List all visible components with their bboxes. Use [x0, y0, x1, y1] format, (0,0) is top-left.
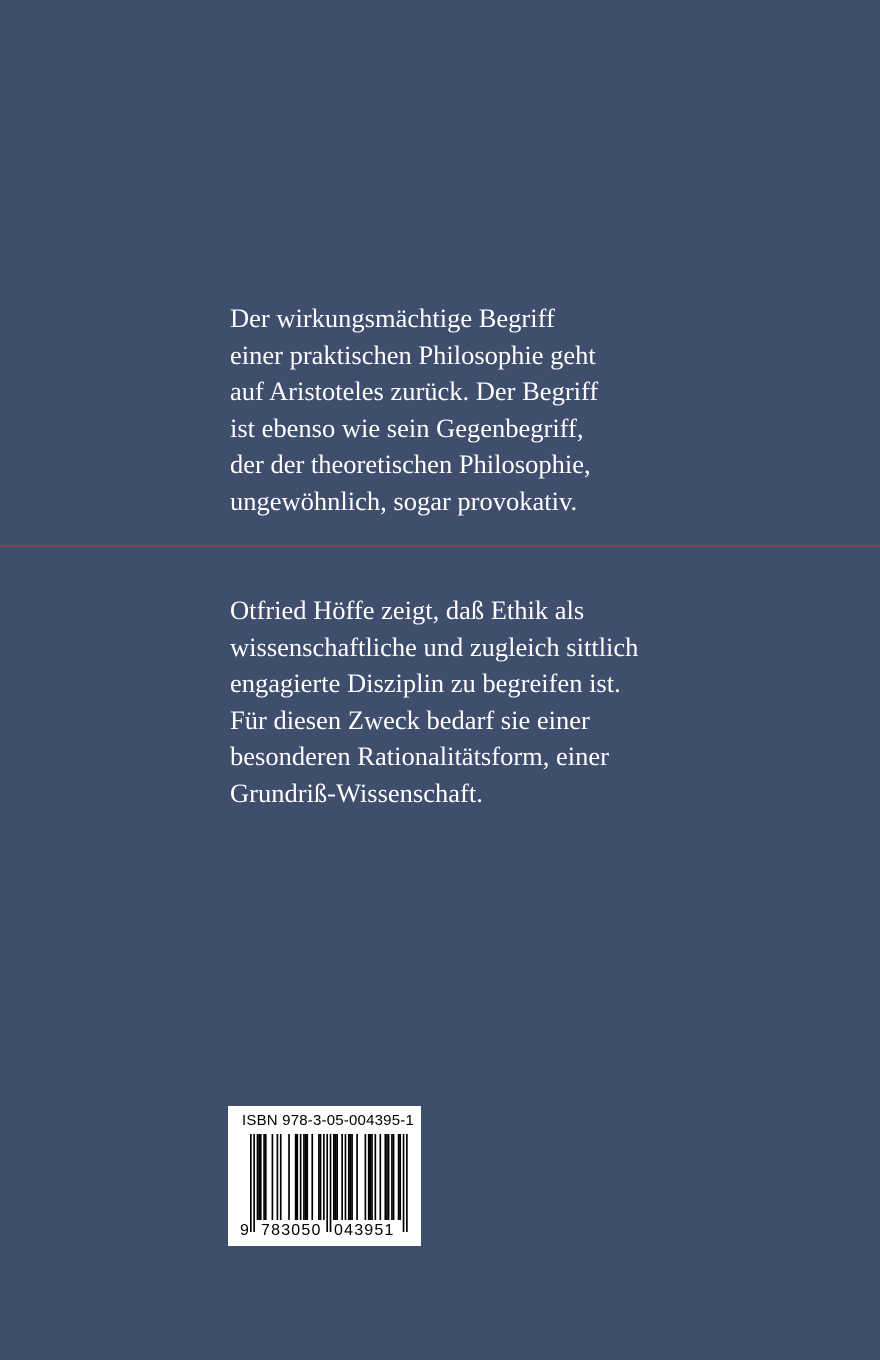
blurb-line: Der wirkungsmächtige Begriff: [230, 303, 555, 333]
barcode-bar: [277, 1134, 279, 1220]
isbn-text: ISBN 978-3-05-004395-1: [242, 1112, 415, 1129]
barcode-bar: [368, 1134, 370, 1220]
barcode-bar: [341, 1134, 343, 1220]
blurb-line: Grundriß-Wissenschaft.: [230, 777, 483, 808]
barcode-bar: [375, 1134, 377, 1220]
blurb-line: auf Aristoteles zurück. Der Begriff: [230, 376, 599, 406]
barcode-bar: [263, 1134, 265, 1220]
barcode-bar: [333, 1134, 335, 1220]
barcode-bar: [386, 1134, 388, 1220]
barcode-bar: [403, 1134, 405, 1232]
barcode-bar: [330, 1134, 332, 1232]
barcode-bar: [370, 1134, 372, 1220]
barcode-bar: [356, 1134, 358, 1220]
blurb-line: ungewöhnlich, sogar provokativ.: [230, 485, 578, 516]
barcode-bar: [399, 1134, 401, 1220]
barcode-bar: [265, 1134, 267, 1220]
barcode-bar: [350, 1134, 352, 1220]
blurb-line: engagierte Disziplin zu begreifen ist.: [230, 668, 621, 698]
blurb-line: wissenschaftliche und zugleich sittlich: [230, 631, 639, 662]
barcode-label: [228, 1106, 421, 1246]
barcode-bar: [295, 1134, 297, 1220]
barcode-bar: [305, 1134, 307, 1220]
barcode-bar: [348, 1134, 350, 1220]
barcode-bar: [303, 1134, 305, 1220]
blurb-paragraph-1: [230, 300, 598, 519]
barcode-bar: [406, 1134, 408, 1232]
barcode-bar: [257, 1134, 259, 1220]
barcode-bar: [260, 1134, 262, 1220]
barcode-bar: [345, 1134, 347, 1220]
barcode-bar: [388, 1134, 390, 1220]
divider-line: [0, 545, 880, 547]
barcode-bar: [336, 1134, 338, 1220]
barcode-bar: [391, 1134, 393, 1220]
barcode-bar: [253, 1134, 255, 1232]
barcode-bar: [311, 1134, 313, 1220]
blurb-line: Für diesen Zweck bedarf sie einer: [230, 704, 590, 735]
barcode-bar: [323, 1134, 325, 1220]
barcode-bar: [393, 1134, 395, 1220]
barcode-bar: [250, 1134, 252, 1232]
barcode-bar: [398, 1134, 400, 1220]
barcode-left-group: 783050: [261, 1222, 322, 1239]
barcode-bar: [258, 1134, 260, 1220]
barcode-bar: [318, 1134, 320, 1220]
barcode-bar: [288, 1134, 290, 1220]
barcode-bar: [335, 1134, 337, 1220]
barcode-bar: [371, 1134, 373, 1220]
barcode-digits: [228, 1222, 421, 1242]
barcode-bar: [300, 1134, 302, 1220]
barcode-bar: [351, 1134, 353, 1220]
blurb-line: besonderen Rationalitätsform, einer: [230, 741, 609, 771]
barcode-bar: [306, 1134, 308, 1220]
barcode-bar: [296, 1134, 298, 1220]
blurb-line: der der theoretischen Philosophie,: [230, 449, 591, 479]
barcode-right-group: 043951: [334, 1222, 395, 1239]
blurb-line: einer praktischen Philosophie geht: [230, 339, 596, 370]
barcode-first-digit: 9: [240, 1222, 249, 1239]
barcode-bar: [365, 1134, 367, 1220]
barcode-bar: [379, 1134, 381, 1220]
barcode-bar: [326, 1134, 328, 1232]
barcode-bar: [320, 1134, 322, 1220]
blurb-line: ist ebenso wie sein Gegenbegriff,: [230, 412, 584, 443]
barcode-bar: [280, 1134, 282, 1220]
barcode-bar: [384, 1134, 386, 1220]
blurb-paragraph-2: [230, 592, 638, 811]
barcode-bar: [272, 1134, 274, 1220]
blurb-line: Otfried Höffe zeigt, daß Ethik als: [230, 595, 585, 625]
